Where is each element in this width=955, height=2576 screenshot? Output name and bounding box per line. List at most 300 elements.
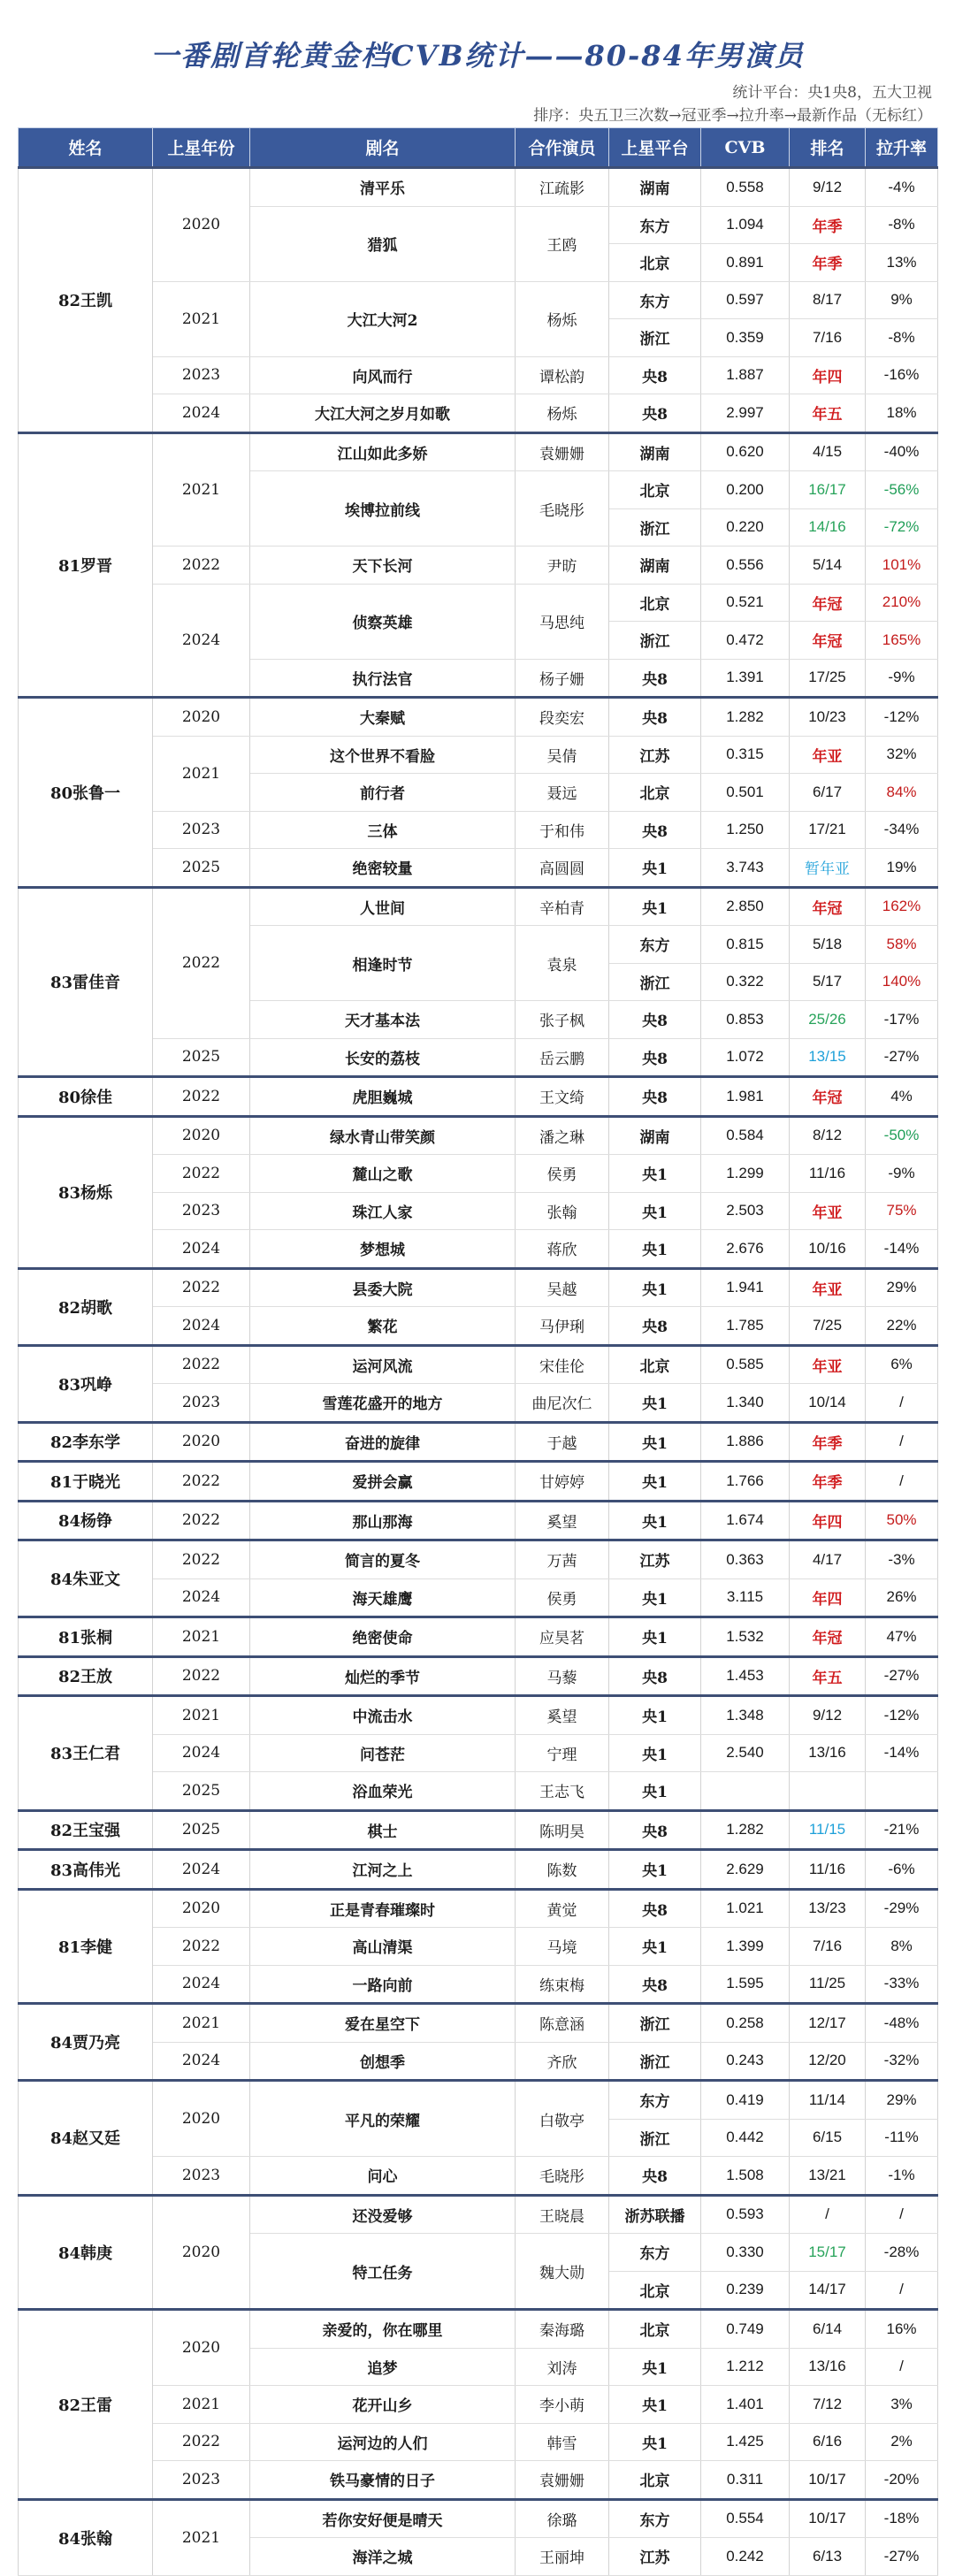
drama-title: 简言的夏冬 [250, 1540, 516, 1579]
drama-title: 正是青春璀璨时 [250, 1889, 516, 1928]
platform: 央1 [609, 849, 701, 888]
rank-value: 7/12 [790, 2386, 866, 2424]
platform: 东方 [609, 281, 701, 319]
platform: 东方 [609, 2081, 701, 2120]
change-rate: 6% [866, 1345, 938, 1384]
cvb-value: 0.363 [701, 1540, 790, 1579]
costar-name: 聂远 [516, 774, 609, 812]
actor-name: 84赵又廷 [19, 2081, 153, 2196]
change-rate: -28% [866, 2234, 938, 2272]
table-row [19, 736, 938, 774]
air-year: 2021 [153, 2499, 250, 2575]
actor-name: 80张鲁一 [19, 698, 153, 888]
costar-name: 张翰 [516, 1192, 609, 1230]
air-year: 2022 [153, 547, 250, 585]
air-year: 2024 [153, 1965, 250, 2004]
costar-name: 毛晓彤 [516, 471, 609, 547]
drama-title: 梦想城 [250, 1230, 516, 1269]
costar-name: 侯勇 [516, 1155, 609, 1193]
platform: 央8 [609, 1001, 701, 1039]
cvb-value: 1.532 [701, 1617, 790, 1657]
platform: 湖南 [609, 168, 701, 207]
drama-title: 海天雄鹰 [250, 1578, 516, 1617]
costar-name: 袁姗姗 [516, 2461, 609, 2500]
costar-name: 万茜 [516, 1540, 609, 1579]
air-year: 2024 [153, 1578, 250, 1617]
costar-name: 马境 [516, 1928, 609, 1966]
change-rate: -72% [866, 508, 938, 547]
change-rate: / [866, 1462, 938, 1502]
cvb-value: 0.585 [701, 1345, 790, 1384]
change-rate: -20% [866, 2461, 938, 2500]
change-rate: -8% [866, 319, 938, 357]
rank-value: 11/14 [790, 2081, 866, 2120]
change-rate: / [866, 2195, 938, 2234]
platform: 江苏 [609, 2538, 701, 2576]
table-row [19, 1422, 938, 1462]
table-row [19, 1734, 938, 1772]
air-year: 2022 [153, 1928, 250, 1966]
platform: 湖南 [609, 432, 701, 471]
rank-value: 5/18 [790, 926, 866, 964]
air-year: 2021 [153, 1696, 250, 1735]
costar-name: 吴越 [516, 1268, 609, 1307]
change-rate: -33% [866, 1965, 938, 2004]
platform: 湖南 [609, 547, 701, 585]
air-year: 2023 [153, 356, 250, 394]
rank-value: 7/16 [790, 1928, 866, 1966]
cvb-value: 3.743 [701, 849, 790, 888]
costar-name: 齐欣 [516, 2042, 609, 2081]
rank-value: 13/15 [790, 1038, 866, 1077]
cvb-value: 0.521 [701, 584, 790, 622]
change-rate: 84% [866, 774, 938, 812]
cvb-table [18, 127, 938, 2576]
drama-title: 绿水青山带笑颜 [250, 1116, 516, 1155]
platform: 央8 [609, 1965, 701, 2004]
costar-name: 杨子姗 [516, 659, 609, 698]
rank-value: 10/14 [790, 1384, 866, 1423]
table-row [19, 2004, 938, 2043]
costar-name: 王丽坤 [516, 2538, 609, 2576]
platform: 央1 [609, 1928, 701, 1966]
cvb-value: 0.258 [701, 2004, 790, 2043]
platform: 浙江 [609, 319, 701, 357]
cvb-value: 2.997 [701, 394, 790, 433]
change-rate: 165% [866, 622, 938, 660]
table-row [19, 2461, 938, 2500]
platform: 央1 [609, 1462, 701, 1502]
costar-name: 白敬亭 [516, 2081, 609, 2157]
header-cvb: CVB [701, 128, 790, 168]
rank-value: 年五 [790, 1656, 866, 1696]
cvb-value: 0.554 [701, 2499, 790, 2538]
rank-value: 15/17 [790, 2234, 866, 2272]
change-rate: 26% [866, 1578, 938, 1617]
rank-value: 13/16 [790, 1734, 866, 1772]
table-row [19, 1230, 938, 1269]
rank-value: 年亚 [790, 1268, 866, 1307]
platform: 央1 [609, 1155, 701, 1193]
change-rate: 18% [866, 394, 938, 433]
rank-value: 年冠 [790, 1077, 866, 1117]
costar-name: 于和伟 [516, 811, 609, 849]
rank-value: 6/14 [790, 2310, 866, 2349]
drama-title: 绝密较量 [250, 849, 516, 888]
table-row [19, 281, 938, 319]
air-year: 2022 [153, 1540, 250, 1579]
drama-title: 这个世界不看脸 [250, 736, 516, 774]
actor-name: 84朱亚文 [19, 1540, 153, 1617]
actor-name: 83雷佳音 [19, 887, 153, 1077]
rank-value: 年季 [790, 244, 866, 282]
actor-name: 81于晓光 [19, 1462, 153, 1502]
actor-name: 80徐佳 [19, 1077, 153, 1117]
costar-name: 袁泉 [516, 926, 609, 1001]
drama-title: 三体 [250, 811, 516, 849]
drama-title: 执行法官 [250, 659, 516, 698]
costar-name: 奚望 [516, 1696, 609, 1735]
actor-name: 83高伟光 [19, 1850, 153, 1890]
costar-name: 袁姗姗 [516, 432, 609, 471]
rank-value: 6/15 [790, 2119, 866, 2157]
platform: 北京 [609, 584, 701, 622]
platform: 浙江 [609, 2119, 701, 2157]
change-rate: / [866, 2348, 938, 2386]
cvb-value: 0.558 [701, 168, 790, 207]
costar-name: 马伊琍 [516, 1307, 609, 1346]
drama-title: 奋进的旋律 [250, 1422, 516, 1462]
air-year: 2025 [153, 849, 250, 888]
change-rate: / [866, 2271, 938, 2310]
cvb-value: 1.453 [701, 1656, 790, 1696]
costar-name: 岳云鹏 [516, 1038, 609, 1077]
air-year: 2020 [153, 698, 250, 737]
table-row [19, 2423, 938, 2461]
change-rate: -18% [866, 2499, 938, 2538]
drama-title: 人世间 [250, 887, 516, 926]
platform: 央1 [609, 1422, 701, 1462]
cvb-value: 1.282 [701, 698, 790, 737]
drama-title: 若你安好便是晴天 [250, 2499, 516, 2538]
drama-title: 长安的荔枝 [250, 1038, 516, 1077]
platform: 央8 [609, 811, 701, 849]
costar-name: 谭松韵 [516, 356, 609, 394]
air-year: 2020 [153, 1889, 250, 1928]
change-rate: 47% [866, 1617, 938, 1657]
rank-value: 年五 [790, 394, 866, 433]
platform: 东方 [609, 2499, 701, 2538]
rank-value: 5/14 [790, 547, 866, 585]
costar-name: 王志飞 [516, 1772, 609, 1811]
air-year: 2022 [153, 1155, 250, 1193]
platform: 东方 [609, 2234, 701, 2272]
change-rate: -8% [866, 206, 938, 244]
air-year: 2020 [153, 2195, 250, 2310]
table-row [19, 1656, 938, 1696]
air-year: 2021 [153, 281, 250, 356]
platform: 央1 [609, 1501, 701, 1540]
table-row [19, 2310, 938, 2349]
actor-name: 81李健 [19, 1889, 153, 2004]
drama-title: 珠江人家 [250, 1192, 516, 1230]
change-rate: 16% [866, 2310, 938, 2349]
drama-title: 天下长河 [250, 547, 516, 585]
platform: 北京 [609, 244, 701, 282]
drama-title: 大秦赋 [250, 698, 516, 737]
table-row [19, 1462, 938, 1502]
platform: 央1 [609, 1696, 701, 1735]
cvb-value: 2.540 [701, 1734, 790, 1772]
cvb-value: 0.419 [701, 2081, 790, 2120]
cvb-value: 3.115 [701, 1578, 790, 1617]
actor-name: 84张翰 [19, 2499, 153, 2575]
costar-name: 曲尼次仁 [516, 1384, 609, 1423]
change-rate: -50% [866, 1116, 938, 1155]
change-rate: -56% [866, 471, 938, 509]
table-row [19, 1307, 938, 1346]
change-rate: 50% [866, 1501, 938, 1540]
change-rate: -27% [866, 1656, 938, 1696]
change-rate: 8% [866, 1928, 938, 1966]
change-rate: -6% [866, 1850, 938, 1890]
table-row [19, 394, 938, 433]
rank-value: 10/16 [790, 1230, 866, 1269]
change-rate: -27% [866, 2538, 938, 2576]
cvb-value: 1.399 [701, 1928, 790, 1966]
rank-value: 16/17 [790, 471, 866, 509]
change-rate: -4% [866, 168, 938, 207]
drama-title: 大江大河2 [250, 281, 516, 356]
change-rate: 101% [866, 547, 938, 585]
costar-name: 吴倩 [516, 736, 609, 774]
air-year: 2024 [153, 394, 250, 433]
costar-name: 陈明昊 [516, 1810, 609, 1850]
cvb-value: 1.785 [701, 1307, 790, 1346]
cvb-value: 0.243 [701, 2042, 790, 2081]
drama-title: 问苍茫 [250, 1734, 516, 1772]
header-year: 上星年份 [153, 128, 250, 168]
costar-name: 应昊茗 [516, 1617, 609, 1657]
table-row [19, 698, 938, 737]
costar-name: 辛柏青 [516, 887, 609, 926]
table-row [19, 547, 938, 585]
costar-name: 蒋欣 [516, 1230, 609, 1269]
page-title: 一番剧首轮黄金档CVB统计——80-84年男演员 [150, 39, 805, 73]
rank-value: 年亚 [790, 1192, 866, 1230]
drama-title: 那山那海 [250, 1501, 516, 1540]
platform: 央1 [609, 2348, 701, 2386]
rank-value: 年季 [790, 206, 866, 244]
change-rate: 162% [866, 887, 938, 926]
rank-value: 年冠 [790, 1617, 866, 1657]
platform: 央8 [609, 1038, 701, 1077]
costar-name: 陈意涵 [516, 2004, 609, 2043]
air-year: 2021 [153, 736, 250, 811]
rank-value: 5/17 [790, 963, 866, 1001]
rank-value: 年亚 [790, 1345, 866, 1384]
cvb-value: 1.941 [701, 1268, 790, 1307]
costar-name: 尹昉 [516, 547, 609, 585]
air-year: 2021 [153, 432, 250, 547]
change-rate: -9% [866, 659, 938, 698]
drama-title: 创想季 [250, 2042, 516, 2081]
rank-value: 年四 [790, 1578, 866, 1617]
drama-title: 爱拼会赢 [250, 1462, 516, 1502]
drama-title: 特工任务 [250, 2234, 516, 2310]
actor-name: 84贾乃亮 [19, 2004, 153, 2081]
change-rate: 4% [866, 1077, 938, 1117]
drama-title: 棋士 [250, 1810, 516, 1850]
costar-name: 马思纯 [516, 584, 609, 659]
platform: 央1 [609, 1617, 701, 1657]
header-change: 拉升率 [866, 128, 938, 168]
platform: 央8 [609, 1077, 701, 1117]
costar-name: 秦海璐 [516, 2310, 609, 2349]
platform: 央8 [609, 659, 701, 698]
costar-name: 奚望 [516, 1501, 609, 1540]
rank-value: 12/17 [790, 2004, 866, 2043]
cvb-value: 1.348 [701, 1696, 790, 1735]
platform: 央1 [609, 1230, 701, 1269]
rank-value: 14/17 [790, 2271, 866, 2310]
rank-value: 年四 [790, 356, 866, 394]
rank-value: 年冠 [790, 584, 866, 622]
drama-title: 雪莲花盛开的地方 [250, 1384, 516, 1423]
rank-value: 6/17 [790, 774, 866, 812]
table-row [19, 1696, 938, 1735]
table-row [19, 811, 938, 849]
cvb-value: 0.556 [701, 547, 790, 585]
table-row [19, 2499, 938, 2538]
change-rate: 140% [866, 963, 938, 1001]
rank-value: 12/20 [790, 2042, 866, 2081]
drama-title: 繁花 [250, 1307, 516, 1346]
change-rate: 75% [866, 1192, 938, 1230]
table-row [19, 849, 938, 888]
costar-name: 段奕宏 [516, 698, 609, 737]
air-year: 2023 [153, 2461, 250, 2500]
cvb-value: 1.674 [701, 1501, 790, 1540]
platform: 央8 [609, 356, 701, 394]
table-row [19, 1850, 938, 1890]
actor-name: 81罗晋 [19, 432, 153, 698]
change-rate: 32% [866, 736, 938, 774]
drama-title: 高山清渠 [250, 1928, 516, 1966]
costar-name: 宋佳伦 [516, 1345, 609, 1384]
table-row [19, 1501, 938, 1540]
cvb-value: 0.442 [701, 2119, 790, 2157]
rank-value: 年季 [790, 1422, 866, 1462]
header-costar: 合作演员 [516, 128, 609, 168]
platform: 浙江 [609, 2004, 701, 2043]
table-row [19, 1617, 938, 1657]
rank-value: 10/23 [790, 698, 866, 737]
table-row [19, 1077, 938, 1117]
platform: 央1 [609, 1578, 701, 1617]
air-year: 2024 [153, 1307, 250, 1346]
change-rate: 13% [866, 244, 938, 282]
change-rate: -12% [866, 1696, 938, 1735]
costar-name: 李小萌 [516, 2386, 609, 2424]
change-rate: 2% [866, 2423, 938, 2461]
air-year: 2022 [153, 1462, 250, 1502]
rank-value: 11/16 [790, 1850, 866, 1890]
table-row [19, 1810, 938, 1850]
change-rate: 3% [866, 2386, 938, 2424]
cvb-value: 2.629 [701, 1850, 790, 1890]
platform: 央1 [609, 1192, 701, 1230]
air-year: 2024 [153, 2042, 250, 2081]
actor-name: 84杨铮 [19, 1501, 153, 1540]
rank-value: 13/23 [790, 1889, 866, 1928]
change-rate: -34% [866, 811, 938, 849]
change-rate: -48% [866, 2004, 938, 2043]
platform: 东方 [609, 206, 701, 244]
cvb-value: 0.593 [701, 2195, 790, 2234]
cvb-value: 0.359 [701, 319, 790, 357]
cvb-value: 0.200 [701, 471, 790, 509]
change-rate: 29% [866, 2081, 938, 2120]
air-year: 2022 [153, 2423, 250, 2461]
drama-title: 浴血荣光 [250, 1772, 516, 1811]
rank-value: 11/16 [790, 1155, 866, 1193]
actor-name: 82王雷 [19, 2310, 153, 2500]
drama-title: 江山如此多娇 [250, 432, 516, 471]
platform: 浙江 [609, 963, 701, 1001]
cvb-value: 0.315 [701, 736, 790, 774]
drama-title: 天才基本法 [250, 1001, 516, 1039]
rank-value: 8/12 [790, 1116, 866, 1155]
header-platform: 上星平台 [609, 128, 701, 168]
platform: 央1 [609, 1268, 701, 1307]
platform: 央1 [609, 1384, 701, 1423]
air-year: 2024 [153, 1734, 250, 1772]
change-rate: 9% [866, 281, 938, 319]
platform: 北京 [609, 2271, 701, 2310]
cvb-value: 1.094 [701, 206, 790, 244]
table-row [19, 356, 938, 394]
table-row [19, 2081, 938, 2120]
change-rate: -9% [866, 1155, 938, 1193]
cvb-value: 0.239 [701, 2271, 790, 2310]
costar-name: 王鸥 [516, 206, 609, 281]
platform: 江苏 [609, 1540, 701, 1579]
drama-title: 灿烂的季节 [250, 1656, 516, 1696]
drama-title: 大江大河之岁月如歌 [250, 394, 516, 433]
costar-name: 徐璐 [516, 2499, 609, 2538]
actor-name: 83王仁君 [19, 1696, 153, 1811]
air-year: 2023 [153, 1384, 250, 1423]
costar-name: 练束梅 [516, 1965, 609, 2004]
air-year: 2024 [153, 584, 250, 698]
costar-name: 陈数 [516, 1850, 609, 1890]
change-rate: / [866, 1422, 938, 1462]
cvb-value: 0.311 [701, 2461, 790, 2500]
cvb-value: 0.891 [701, 244, 790, 282]
costar-name: 刘涛 [516, 2348, 609, 2386]
cvb-value: 0.322 [701, 963, 790, 1001]
cvb-value: 1.282 [701, 1810, 790, 1850]
header-name: 姓名 [19, 128, 153, 168]
change-rate: -17% [866, 1001, 938, 1039]
rank-value: / [790, 2195, 866, 2234]
rank-value: 年亚 [790, 736, 866, 774]
rank-value: 11/15 [790, 1810, 866, 1850]
table-row [19, 2042, 938, 2081]
rank-value: 暂年亚 [790, 849, 866, 888]
drama-title: 爱在星空下 [250, 2004, 516, 2043]
